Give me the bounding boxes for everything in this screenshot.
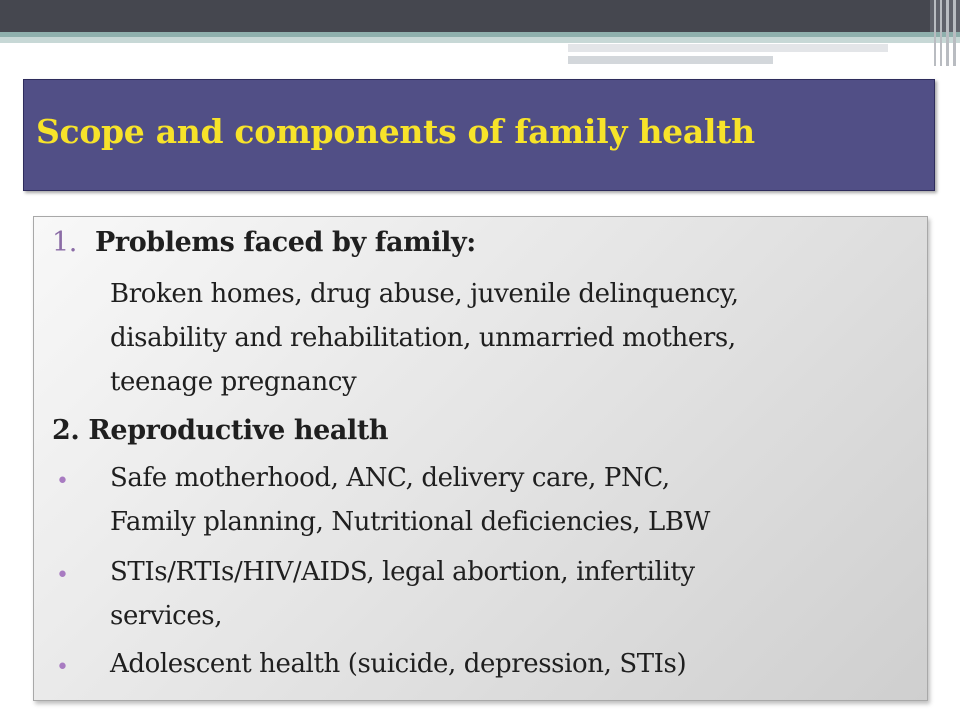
header-teal-line-light [0, 37, 960, 43]
bullet-marker: • [56, 563, 69, 588]
section1-number: 1. [52, 227, 77, 258]
slide-title: Scope and components of family health [36, 112, 755, 151]
bullet-line: services, [110, 601, 223, 631]
header-vertical-bar [940, 0, 942, 66]
section1-body-line: Broken homes, drug abuse, juvenile delinquency, [110, 279, 739, 309]
bullet-line: Family planning, Nutritional deficiencies, LBW [110, 507, 710, 537]
bullet-line: STIs/RTIs/HIV/AIDS, legal abortion, infertility [110, 557, 695, 587]
header-vertical-bar [934, 0, 936, 66]
bullet-marker: • [56, 469, 69, 494]
section1-heading-row [52, 227, 476, 258]
bullet-line: Safe motherhood, ANC, delivery care, PNC, [110, 463, 670, 493]
section2-heading: 2. Reproductive health [52, 415, 389, 446]
bullet-line: Adolescent health (suicide, depression, STIs) [110, 649, 687, 679]
header-dark-band [0, 0, 930, 32]
section1-heading: Problems faced by family: [94, 227, 476, 258]
section1-body-line: teenage pregnancy [110, 367, 357, 397]
content-box [33, 216, 928, 701]
header-strip-upper [568, 44, 888, 52]
header-strip-lower [568, 56, 773, 64]
section1-body-line: disability and rehabilitation, unmarried mothers, [110, 323, 736, 353]
title-box [23, 79, 935, 191]
header-vertical-bar [953, 0, 956, 66]
bullet-marker: • [56, 655, 69, 680]
header-vertical-bar [946, 0, 949, 66]
